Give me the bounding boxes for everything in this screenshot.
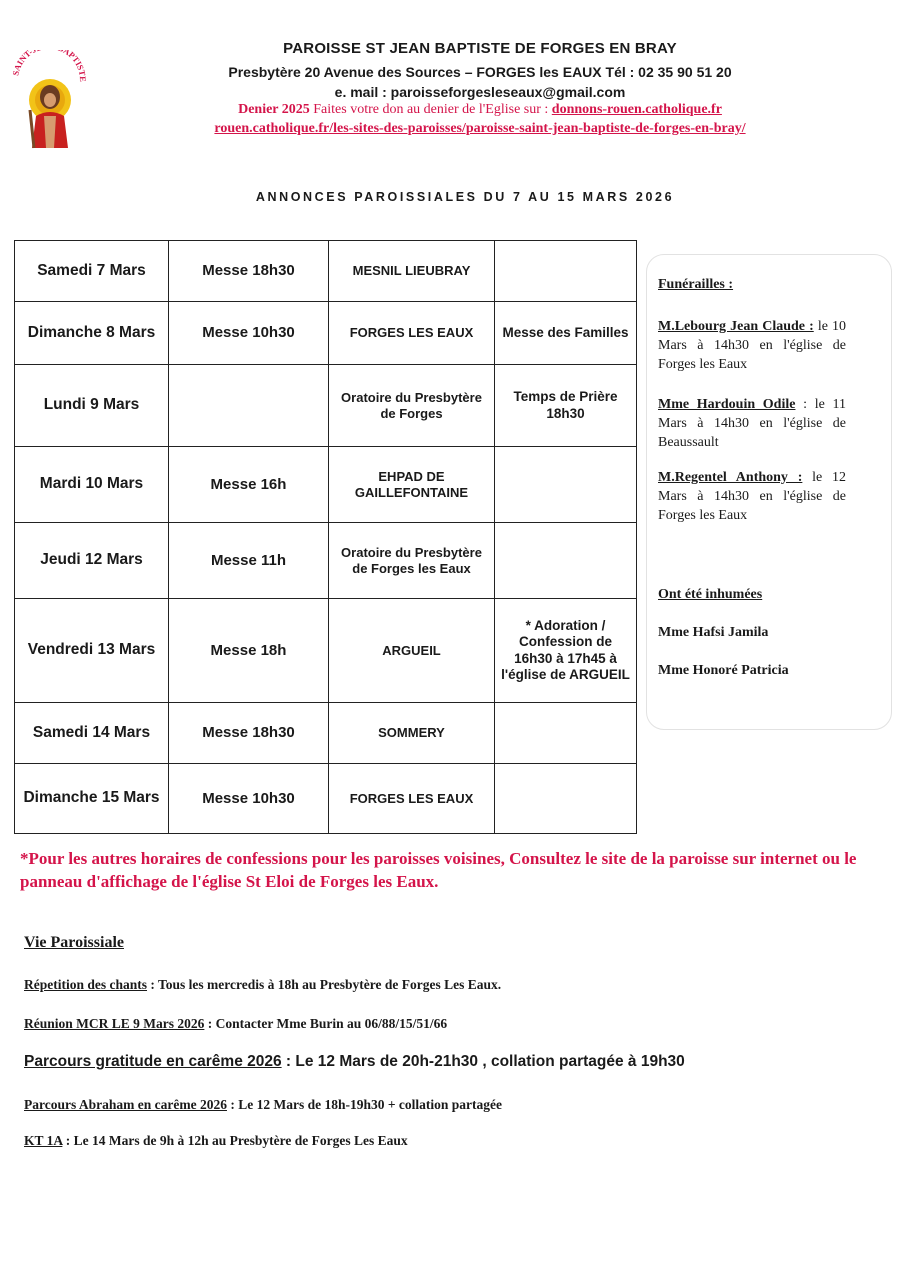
- parish-life-item: [24, 977, 501, 993]
- table-row: [15, 447, 637, 523]
- place-cell: ARGUEIL: [329, 599, 495, 703]
- item-label: Parcours gratitude en carême 2026: [24, 1053, 282, 1070]
- denier-text: Faites votre don au denier de l'Eglise sur :: [309, 102, 552, 117]
- note-cell: [495, 764, 637, 834]
- note-cell: Messe des Familles: [495, 302, 637, 365]
- mass-cell: Messe 18h: [169, 599, 329, 703]
- day-cell: Lundi 9 Mars: [15, 365, 169, 447]
- place-cell: Oratoire du Presbytère de Forges les Eaux: [329, 523, 495, 599]
- place-cell: EHPAD DE GAILLEFONTAINE: [329, 447, 495, 523]
- parish-life-item: [24, 1097, 502, 1113]
- table-row: [15, 302, 637, 365]
- parish-life-item: [24, 1053, 685, 1071]
- funeral-name: M.Regentel Anthony :: [658, 470, 803, 485]
- funeral-entry: [658, 318, 846, 375]
- mass-cell: Messe 10h30: [169, 764, 329, 834]
- mass-cell: Messe 16h: [169, 447, 329, 523]
- funeral-details: le 10 Mars à 14h30 en l'église de Forges les Eaux: [658, 319, 846, 372]
- place-cell: FORGES LES EAUX: [329, 302, 495, 365]
- mass-cell: Messe 11h: [169, 523, 329, 599]
- mass-cell: Messe 18h30: [169, 703, 329, 764]
- presbytery-address: Presbytère 20 Avenue des Sources – FORGES les EAUX Tél : 02 35 90 51 20: [228, 64, 732, 80]
- funeral-name: Mme Hardouin Odile: [658, 397, 796, 412]
- day-cell: Jeudi 12 Mars: [15, 523, 169, 599]
- item-label: KT 1A: [24, 1133, 63, 1148]
- mass-cell: [169, 365, 329, 447]
- buried-name: Mme Honoré Patricia: [658, 663, 789, 678]
- table-row: [15, 764, 637, 834]
- buried-heading: Ont été inhumées: [658, 587, 763, 602]
- place-cell: FORGES LES EAUX: [329, 764, 495, 834]
- announcements-title: ANNONCES PAROISSIALES DU 7 AU 15 MARS 2026: [255, 190, 675, 204]
- item-text: : Le 14 Mars de 9h à 12h au Presbytère de Forges Les Eaux: [62, 1133, 408, 1148]
- parish-life-item: [24, 1016, 447, 1032]
- parish-website-link[interactable]: rouen.catholique.fr/les-sites-des-paroisses/paroisse-saint-jean-baptiste-de-forges-en-bray/: [214, 121, 746, 136]
- funeral-entry: [658, 469, 846, 526]
- place-cell: SOMMERY: [329, 703, 495, 764]
- parish-life-heading: Vie Paroissiale: [24, 934, 124, 951]
- table-row: [15, 365, 637, 447]
- item-label: Parcours Abraham en carême 2026: [24, 1097, 227, 1112]
- item-text: : Tous les mercredis à 18h au Presbytère de Forges Les Eaux.: [147, 977, 502, 992]
- item-text: : Le 12 Mars de 20h-21h30 , collation partagée à 19h30: [281, 1053, 685, 1070]
- confession-note: *Pour les autres horaires de confessions pour les paroisses voisines, Consultez le site de la paroisse sur internet ou le panneau d'affichage de l'église St Eloi de Forges les Eaux.: [20, 849, 857, 891]
- table-row: [15, 703, 637, 764]
- logo-text: SAINT- APTISTE: [10, 50, 88, 83]
- day-cell: Dimanche 15 Mars: [15, 764, 169, 834]
- parish-life-item: [24, 1133, 408, 1149]
- note-cell: [495, 447, 637, 523]
- schedule-table: [14, 240, 637, 834]
- item-label: Réunion MCR LE 9 Mars 2026: [24, 1016, 205, 1031]
- note-cell: [495, 241, 637, 302]
- mass-cell: Messe 18h30: [169, 241, 329, 302]
- table-row: [15, 523, 637, 599]
- funeral-entry: [658, 396, 846, 453]
- note-cell: Temps de Prière 18h30: [495, 365, 637, 447]
- day-cell: Mardi 10 Mars: [15, 447, 169, 523]
- item-text: : Le 12 Mars de 18h-19h30 + collation partagée: [226, 1097, 503, 1112]
- mass-cell: Messe 10h30: [169, 302, 329, 365]
- day-cell: Vendredi 13 Mars: [15, 599, 169, 703]
- day-cell: Samedi 14 Mars: [15, 703, 169, 764]
- note-cell: [495, 703, 637, 764]
- day-cell: Dimanche 8 Mars: [15, 302, 169, 365]
- funerals-heading: Funérailles :: [658, 277, 734, 292]
- funeral-details: le 12 Mars à 14h30 en l'église de Forges les Eaux: [658, 470, 846, 523]
- item-label: Répetition des chants: [24, 977, 148, 992]
- denier-link[interactable]: donnons-rouen.catholique.fr: [551, 102, 722, 117]
- note-cell: * Adoration / Confession de 16h30 à 17h45 à l'église de ARGUEIL: [495, 599, 637, 703]
- table-row: [15, 241, 637, 302]
- funeral-details: : le 11 Mars à 14h30 en l'église de Beaussault: [658, 397, 846, 450]
- buried-name: Mme Hafsi Jamila: [658, 625, 769, 640]
- place-cell: Oratoire du Presbytère de Forges: [329, 365, 495, 447]
- parish-title: PAROISSE ST JEAN BAPTISTE DE FORGES EN BRAY: [283, 40, 677, 57]
- day-cell: Samedi 7 Mars: [15, 241, 169, 302]
- denier-label: Denier 2025: [238, 102, 310, 117]
- place-cell: MESNIL LIEUBRAY: [329, 241, 495, 302]
- parish-email: e. mail : paroisseforgesleseaux@gmail.com: [334, 84, 626, 100]
- note-cell: [495, 523, 637, 599]
- denier-line: [0, 102, 900, 118]
- item-text: : Contacter Mme Burin au 06/88/15/51/66: [204, 1016, 448, 1031]
- funeral-name: M.Lebourg Jean Claude :: [658, 319, 814, 334]
- table-row: [15, 599, 637, 703]
